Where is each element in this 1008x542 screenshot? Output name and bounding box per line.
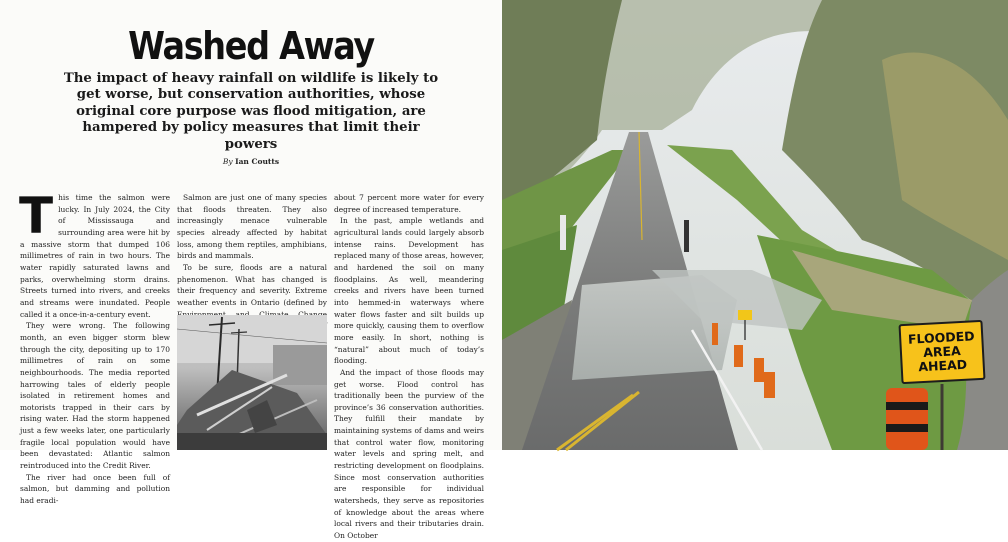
drop-cap: T xyxy=(19,187,54,245)
flooded-road-photo xyxy=(502,0,1008,450)
paragraph: The river had once been full of salmon, but damming and pollution had eradi- xyxy=(20,472,170,506)
body-column-3 xyxy=(334,192,484,542)
article-dek: The impact of heavy rainfall on wildlife is likely to get worse, but conservation authorities, whose original core purpose was flood mitigation, are hampered by policy measures that limit their powers xyxy=(63,71,439,152)
paragraph: Salmon are just one of many species that floods threaten. They also increasingly menace vulnerable species already affected by habitat loss, among them reptiles, amphibians, birds and mammals. xyxy=(177,193,327,261)
paragraph: In the past, ample wetlands and agricultural lands could largely absorb intense rains. Development has replaced many of those areas, however, and hardened the soil on many floodplains. As well, meandering creeks and rivers have been turned into hemmed-in waterways where water flows faster and silt builds up more quickly, causing them to overflow more easily. In short, nothing is “natural” about much of today’s flooding. xyxy=(334,216,484,366)
byline-author: Ian Coutts xyxy=(235,157,280,166)
byline-prefix: By xyxy=(222,157,233,166)
sign-text: FLOODED AREA AHEAD xyxy=(907,328,975,375)
body-column-1 xyxy=(19,187,170,507)
byline xyxy=(0,157,502,166)
article-title: Washed Away xyxy=(128,24,374,68)
paragraph: They were wrong. The following month, an even bigger storm blew through the city, depositing up to 170 millimetres of rain on some neighbourhoods. The media reported harrowing tales of elderly people isolated in retirement homes and motorists trapped in their cars by rising water. Had the storm happened just a few weeks later, one particularly fragile local population would have been devastated: Atlantic salmon reintroduced into the Credit River. xyxy=(20,321,170,471)
flooded-area-sign xyxy=(898,320,985,384)
paragraph: And the impact of those floods may get worse. Flood control has traditionally been the purview of the province’s 36 conservation authorities. They fulfill their mandate by maintaining systems of dams and weirs that control water flow, monitoring water levels and spring melt, and restricting development on floodplains. Since most conservation authorities are responsible for individual watersheds, they serve as repositories of knowledge about the areas where local rivers and their tributaries drain. On October xyxy=(334,367,484,541)
article-page xyxy=(0,0,502,541)
paragraph: about 7 percent more water for every degree of increased temperature. xyxy=(334,193,484,214)
paragraph: To be sure, floods are a natural phenomenon. What has changed is their frequency and severity. Extreme weather events in Ontario (defined by xyxy=(177,262,327,307)
archival-flood-photo xyxy=(177,315,327,450)
paragraph: This time the salmon were lucky. In July 2024, the City of Mississauga and surrounding area were hit by a massive storm that dumped 106 millimetres of rain in two hours. The water rapidly saturated lawns and parks, overwhelming storm drains. Streets turned into rivers, and creeks and streams were inundated. People called it a once-in-a-century event. xyxy=(19,187,170,319)
